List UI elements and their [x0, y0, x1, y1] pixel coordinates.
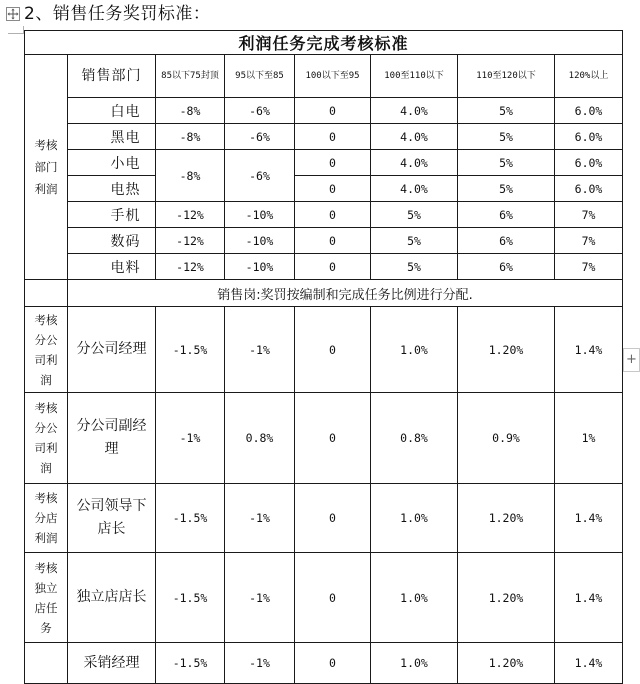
section-heading: 2、销售任务奖罚标准： — [24, 4, 211, 24]
cell: -1% — [225, 484, 295, 553]
table-row — [25, 393, 623, 484]
position-name: 采销经理 — [68, 643, 156, 684]
table-move-handle-icon[interactable] — [6, 7, 20, 21]
cell: 1.0% — [371, 484, 458, 553]
table-row — [25, 176, 623, 202]
dept-name: 手机 — [68, 202, 156, 228]
header-col-3: 100以下至95 — [295, 55, 371, 98]
cell: 0 — [295, 643, 371, 684]
dept-name: 白电 — [68, 98, 156, 124]
cell: 0.8% — [371, 393, 458, 484]
cell: 1.20% — [458, 307, 555, 393]
cell: -10% — [225, 202, 295, 228]
cell: -12% — [156, 202, 225, 228]
cell: 0 — [295, 202, 371, 228]
table-row — [25, 228, 623, 254]
cell-merged: -8% — [156, 150, 225, 202]
cell: 5% — [458, 98, 555, 124]
cell: -1% — [225, 553, 295, 643]
cell: 6% — [458, 228, 555, 254]
cell: -6% — [225, 98, 295, 124]
cell: 6% — [458, 254, 555, 280]
dept-name: 小电 — [68, 150, 156, 176]
cell: -1.5% — [156, 553, 225, 643]
cell: 0 — [295, 254, 371, 280]
cell: 7% — [555, 254, 623, 280]
cell: -8% — [156, 124, 225, 150]
table-row — [25, 150, 623, 176]
table-title: 利润任务完成考核标准 — [25, 31, 623, 55]
cell: -6% — [225, 124, 295, 150]
cell: 5% — [371, 228, 458, 254]
cell: -1.5% — [156, 307, 225, 393]
cell: 5% — [458, 176, 555, 202]
cell: -12% — [156, 254, 225, 280]
header-dept: 销售部门 — [68, 55, 156, 98]
table-row — [25, 254, 623, 280]
cell: 4.0% — [371, 150, 458, 176]
cell: 0 — [295, 484, 371, 553]
assessment-table — [24, 30, 623, 684]
cell: 1.0% — [371, 307, 458, 393]
add-column-plus-icon[interactable]: + — [623, 348, 640, 372]
sales-note: 销售岗:奖罚按编制和完成任务比例进行分配. — [68, 280, 623, 307]
cell: 6.0% — [555, 150, 623, 176]
header-col-5: 110至120以下 — [458, 55, 555, 98]
cell: -1% — [225, 643, 295, 684]
cell: 4.0% — [371, 176, 458, 202]
cell: -10% — [225, 254, 295, 280]
cell-merged: -6% — [225, 150, 295, 202]
position-side-label: 考核分公司利润 — [25, 393, 68, 484]
profit-group-label: 考核部门利润 — [25, 55, 68, 280]
position-name: 独立店店长 — [68, 553, 156, 643]
cell: -1% — [225, 307, 295, 393]
cell: 7% — [555, 202, 623, 228]
dept-name: 电热 — [68, 176, 156, 202]
dept-name: 黑电 — [68, 124, 156, 150]
cell: 4.0% — [371, 98, 458, 124]
cell: -10% — [225, 228, 295, 254]
table-row — [25, 307, 623, 393]
cell: 1.4% — [555, 643, 623, 684]
cell: 0.8% — [225, 393, 295, 484]
cell: -8% — [156, 98, 225, 124]
header-col-2: 95以下至85 — [225, 55, 295, 98]
cell: 1.4% — [555, 484, 623, 553]
position-name: 分公司副经理 — [68, 393, 156, 484]
cell: -1% — [156, 393, 225, 484]
cell: 6.0% — [555, 124, 623, 150]
cell: 1.4% — [555, 307, 623, 393]
cell: 1.0% — [371, 643, 458, 684]
position-name: 公司领导下店长 — [68, 484, 156, 553]
cell: 5% — [371, 254, 458, 280]
cell: 6% — [458, 202, 555, 228]
note-empty-cell — [25, 280, 68, 307]
cell: 6.0% — [555, 98, 623, 124]
header-col-4: 100至110以下 — [371, 55, 458, 98]
position-side-label — [25, 643, 68, 684]
cell: 1.20% — [458, 643, 555, 684]
cell: 1.0% — [371, 553, 458, 643]
table-row — [25, 202, 623, 228]
cell: 4.0% — [371, 124, 458, 150]
table-row — [25, 484, 623, 553]
position-side-label: 考核分店利润 — [25, 484, 68, 553]
header-col-1: 85以下75封顶 — [156, 55, 225, 98]
cell: 0 — [295, 307, 371, 393]
cell: 1.4% — [555, 553, 623, 643]
cell: 5% — [371, 202, 458, 228]
cell: 5% — [458, 150, 555, 176]
cell: 0 — [295, 98, 371, 124]
cell: 0 — [295, 124, 371, 150]
table-row — [25, 553, 623, 643]
cell: 0 — [295, 393, 371, 484]
cell: 0.9% — [458, 393, 555, 484]
cell: -1.5% — [156, 484, 225, 553]
cell: 0 — [295, 176, 371, 202]
cell: 1.20% — [458, 484, 555, 553]
position-name: 分公司经理 — [68, 307, 156, 393]
cell: 6.0% — [555, 176, 623, 202]
cell: 7% — [555, 228, 623, 254]
header-col-6: 120%以上 — [555, 55, 623, 98]
cell: -12% — [156, 228, 225, 254]
cell: -1.5% — [156, 643, 225, 684]
cell: 0 — [295, 553, 371, 643]
cell: 5% — [458, 124, 555, 150]
margin-corner-mark — [8, 33, 24, 34]
cell: 1.20% — [458, 553, 555, 643]
cell: 1% — [555, 393, 623, 484]
position-side-label: 考核独立店任务 — [25, 553, 68, 643]
position-side-label: 考核分公司利润 — [25, 307, 68, 393]
cell: 0 — [295, 150, 371, 176]
table-row — [25, 124, 623, 150]
dept-name: 数码 — [68, 228, 156, 254]
dept-name: 电料 — [68, 254, 156, 280]
cell: 0 — [295, 228, 371, 254]
table-row — [25, 643, 623, 684]
table-row — [25, 98, 623, 124]
